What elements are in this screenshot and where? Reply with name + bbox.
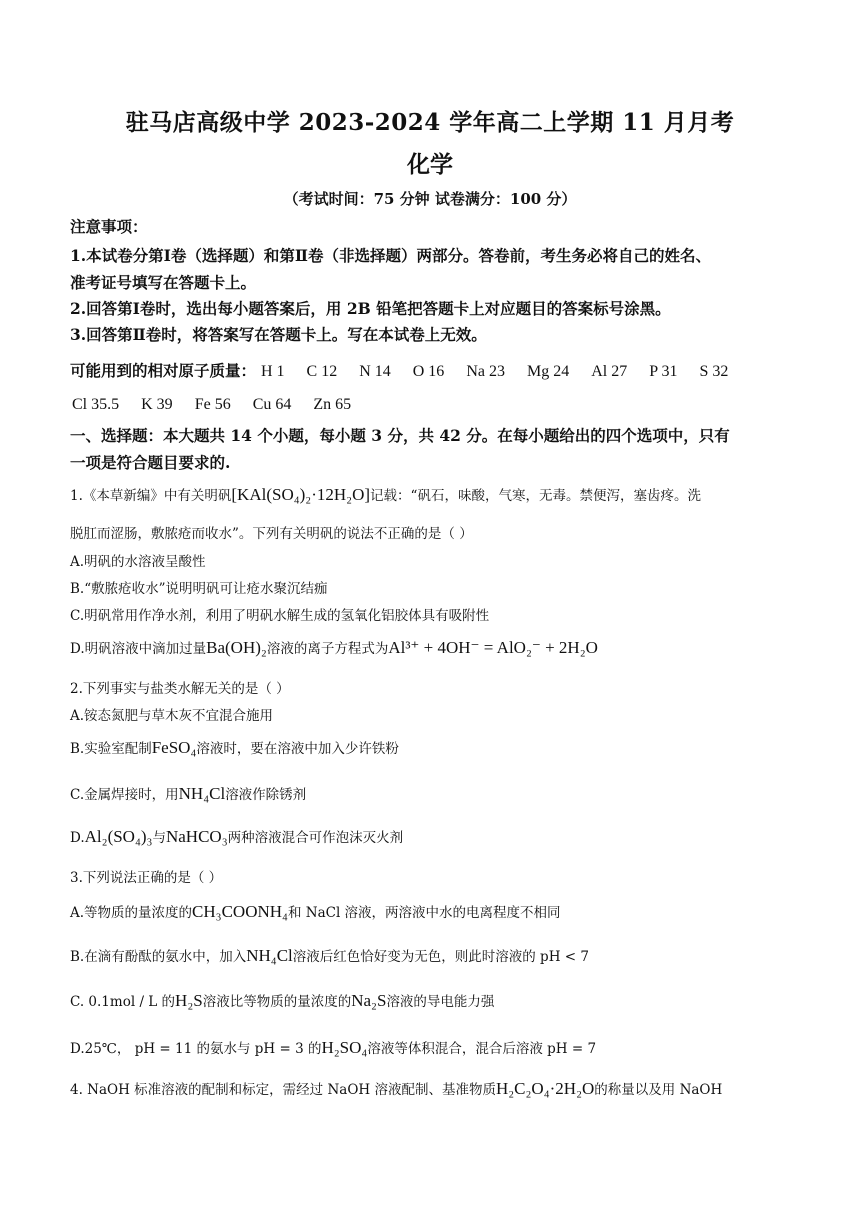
option-text: 和 NaCl 溶液，两溶液中水的电离程度不相同 [287,905,561,921]
option-text: D.25℃， pH = 11 的氨水与 pH = 3 的 [70,1041,322,1057]
question-3-stem: 3.下列说法正确的是（ ） [70,870,223,886]
formula-nahco3: NaHCO₃ [165,827,228,846]
question-text: 1.《本草新编》中有关明矾 [70,488,232,504]
question-1-stem-cont: 脱肛而涩肠，敷脓疮而收水”。下列有关明矾的说法不正确的是（ ） [70,526,473,542]
option-text: B.在滴有酚酞的氨水中，加入 [70,949,247,965]
formula-h2so4: H₂SO₄ [321,1038,368,1057]
option-text: D.明矾溶液中滴加过量 [70,641,207,657]
notes-item-3: 3.回答第Ⅱ卷时，将答案写在答题卡上。写在本试卷上无效。 [70,325,487,344]
option-text: 溶液作除锈剂 [225,787,307,803]
q1-option-d [70,637,598,658]
section-1-heading-cont: 一项是符合题目要求的. [70,453,231,472]
mass-item: Cl 35.5 [72,396,120,413]
mass-item: Fe 56 [194,396,231,413]
q1-option-a: A.明矾的水溶液呈酸性 [70,554,206,570]
option-text: 溶液等体积混合，混合后溶液 pH = 7 [367,1041,597,1057]
option-text: D. [70,830,85,846]
option-text: B.实验室配制 [70,741,152,757]
formula-nh4cl: NH₄Cl [246,946,293,965]
option-text: 两种溶液混合可作泡沫灭火剂 [227,830,404,846]
notes-item-2: 2.回答第Ⅰ卷时，选出每小题答案后，用 2B 铅笔把答题卡上对应题目的答案标号涂黑。 [70,299,671,318]
mass-item: S 32 [699,363,729,380]
mass-item: Cu 64 [252,396,292,413]
mass-item: Al 27 [591,363,628,380]
exam-time-info: （考试时间：75 分钟 试卷满分：100 分） [283,190,577,208]
formula-nh4cl: NH₄Cl [178,784,226,803]
formula-al2so43: Al₂(SO₄)₃ [84,827,153,846]
mass-item: H 1 [260,363,285,380]
formula-oxalic-acid: H₂C₂O₄·2H₂O [495,1079,595,1098]
mass-item: P 31 [649,363,678,380]
question-4-stem [70,1078,722,1099]
q3-option-c [70,990,494,1011]
mass-item: Mg 24 [526,363,570,380]
mass-item: Na 23 [466,363,505,380]
formula-feso4: FeSO₄ [151,738,197,757]
option-text: 溶液的离子方程式为 [266,641,389,657]
q3-option-b [70,945,589,966]
q3-option-a [70,901,561,922]
q2-option-a: A.铵态氮肥与草木灰不宜混合施用 [70,708,274,724]
formula-baoh2: Ba(OH)₂ [206,638,267,657]
q2-option-c [70,783,306,804]
q2-option-b [70,737,399,758]
atomic-mass-row-2 [72,396,373,414]
subject-title: 化学 [407,151,453,178]
option-text: 溶液时，要在溶液中加入少许铁粉 [196,741,399,757]
q1-option-c: C.明矾常用作净水剂，利用了明矾水解生成的氢氧化铝胶体具有吸附性 [70,608,490,624]
q1-option-b: B.“敷脓疮收水”说明明矾可让疮水聚沉结痂 [70,581,328,597]
question-1-stem [70,484,701,505]
notes-item-1: 1.本试卷分第Ⅰ卷（选择题）和第Ⅱ卷（非选择题）两部分。答卷前，考生务必将自己的姓名、 [70,246,711,265]
option-text: 与 [152,830,166,846]
atomic-mass-label: 可能用到的相对原子质量： [70,361,257,380]
question-text: 的称量以及用 NaOH [594,1082,723,1098]
mass-item: Zn 65 [313,396,352,413]
formula-ch3coonh4: CH₃COONH₄ [192,902,288,921]
exam-title: 驻马店高级中学 2023-2024 学年高二上学期 11 月月考 [125,109,735,136]
question-text: 4. NaOH 标准溶液的配制和标定，需经过 NaOH 溶液配制、基准物质 [70,1082,496,1098]
notes-heading: 注意事项： [70,217,148,236]
section-1-heading: 一、选择题：本大题共 14 个小题，每小题 3 分，共 42 分。在每小题给出的四个选项中，只有 [70,426,730,445]
notes-item-1-cont: 准考证号填写在答题卡上。 [70,273,257,292]
option-text: 溶液的导电能力强 [386,994,495,1010]
mass-item: C 12 [306,363,338,380]
q2-option-d [70,826,403,847]
atomic-mass-row-1 [70,359,728,381]
q3-option-d [70,1037,596,1058]
mass-item: K 39 [141,396,173,413]
formula-h2s: H₂S [175,991,203,1010]
formula-na2s: Na₂S [351,991,387,1010]
option-text: C. 0.1mol / L 的 [70,994,176,1010]
option-text: A.等物质的量浓度的 [70,905,193,921]
option-text: 溶液比等物质的量浓度的 [202,994,352,1010]
question-text: 记载：“矾石，味酸，气寒，无毒。禁便泻，塞齿疼。洗 [370,488,701,504]
formula-ionic-equation: Al³⁺ + 4OH⁻ = AlO₂⁻ + 2H₂O [388,638,598,657]
mass-item: O 16 [412,363,445,380]
mass-item: N 14 [359,363,391,380]
option-text: C.金属焊接时，用 [70,787,179,803]
option-text: 溶液后红色恰好变为无色，则此时溶液的 pH < 7 [292,949,589,965]
formula-alum: [KAl(SO₄)₂·12H₂O] [231,485,371,504]
question-2-stem: 2.下列事实与盐类水解无关的是（ ） [70,681,290,697]
